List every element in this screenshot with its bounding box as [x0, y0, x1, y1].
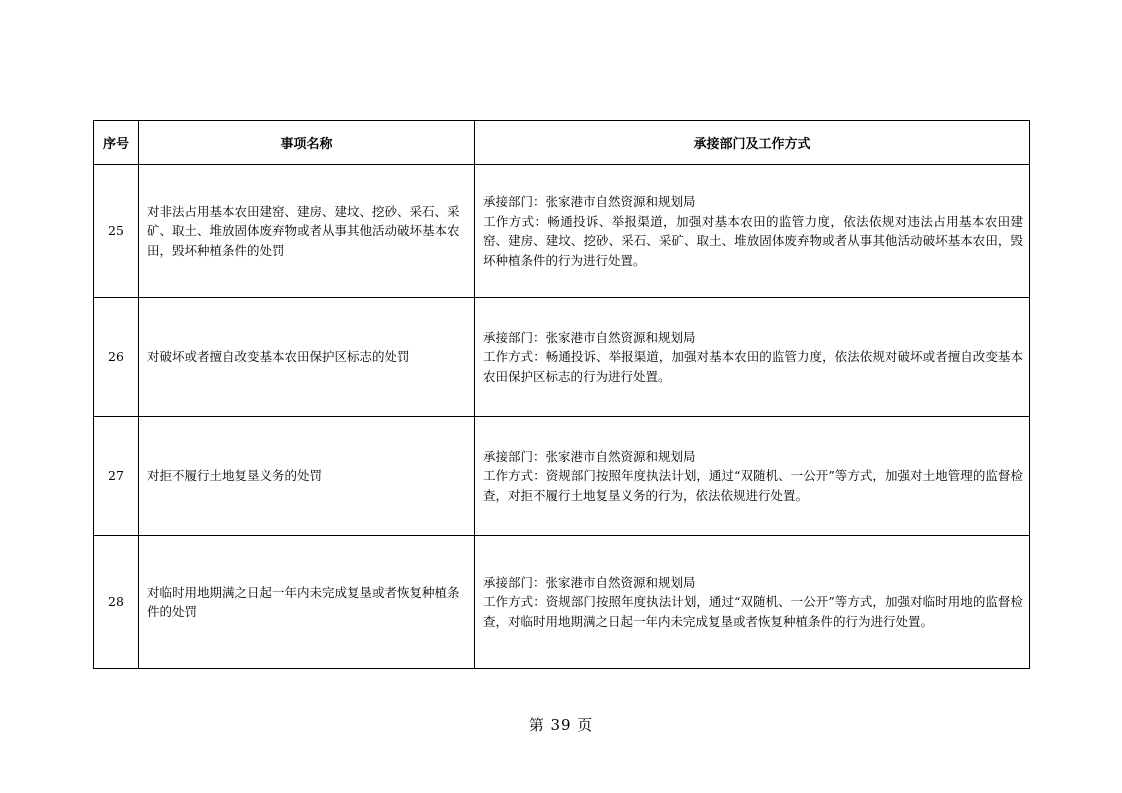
row-item-name: 对破坏或者擅自改变基本农田保护区标志的处罚: [139, 298, 475, 417]
row-work-method: 工作方式：畅通投诉、举报渠道，加强对基本农田的监管力度，依法依规对违法占用基本农田建窑、建房、建坟、挖砂、采石、采矿、取土、堆放固体废弃物或者从事其他活动破坏基本农田，毁坏种植条件的行为进行处置。: [483, 213, 1023, 268]
row-department: 承接部门：张家港市自然资源和规划局: [483, 329, 696, 345]
row-department-method: [475, 536, 1030, 669]
row-serial-number: 27: [94, 417, 139, 536]
table-row: [94, 536, 1030, 669]
table-row: [94, 165, 1030, 298]
row-work-method: 工作方式：畅通投诉、举报渠道，加强对基本农田的监管力度，依法依规对破坏或者擅自改变基本农田保护区标志的行为进行处置。: [483, 349, 1023, 384]
row-department-method: [475, 165, 1030, 298]
row-department: 承接部门：张家港市自然资源和规划局: [483, 574, 696, 590]
row-serial-number: 26: [94, 298, 139, 417]
row-item-name: 对临时用地期满之日起一年内未完成复垦或者恢复种植条件的处罚: [139, 536, 475, 669]
row-item-name: 对非法占用基本农田建窑、建房、建坟、挖砂、采石、采矿、取土、堆放固体废弃物或者从事其他活动破坏基本农田，毁坏种植条件的处罚: [139, 165, 475, 298]
row-department-method: [475, 417, 1030, 536]
row-department: 承接部门：张家港市自然资源和规划局: [483, 448, 696, 464]
header-serial-number: 序号: [94, 121, 139, 165]
matters-table: [93, 120, 1030, 669]
header-department-method: 承接部门及工作方式: [475, 121, 1030, 165]
page-number: 第 39 页: [528, 716, 594, 734]
table-row: [94, 298, 1030, 417]
header-item-name: 事项名称: [139, 121, 475, 165]
row-serial-number: 28: [94, 536, 139, 669]
row-department-method: [475, 298, 1030, 417]
table-header-row: [94, 121, 1030, 165]
row-work-method: 工作方式：资规部门按照年度执法计划，通过“双随机、一公开”等方式，加强对临时用地的监督检查，对临时用地期满之日起一年内未完成复垦或者恢复种植条件的行为进行处置。: [483, 594, 1023, 629]
table-row: [94, 417, 1030, 536]
row-serial-number: 25: [94, 165, 139, 298]
row-item-name: 对拒不履行土地复垦义务的处罚: [139, 417, 475, 536]
row-work-method: 工作方式：资规部门按照年度执法计划，通过“双随机、一公开”等方式，加强对土地管理的监督检查，对拒不履行土地复垦义务的行为，依法依规进行处置。: [483, 468, 1023, 503]
row-department: 承接部门：张家港市自然资源和规划局: [483, 194, 696, 209]
